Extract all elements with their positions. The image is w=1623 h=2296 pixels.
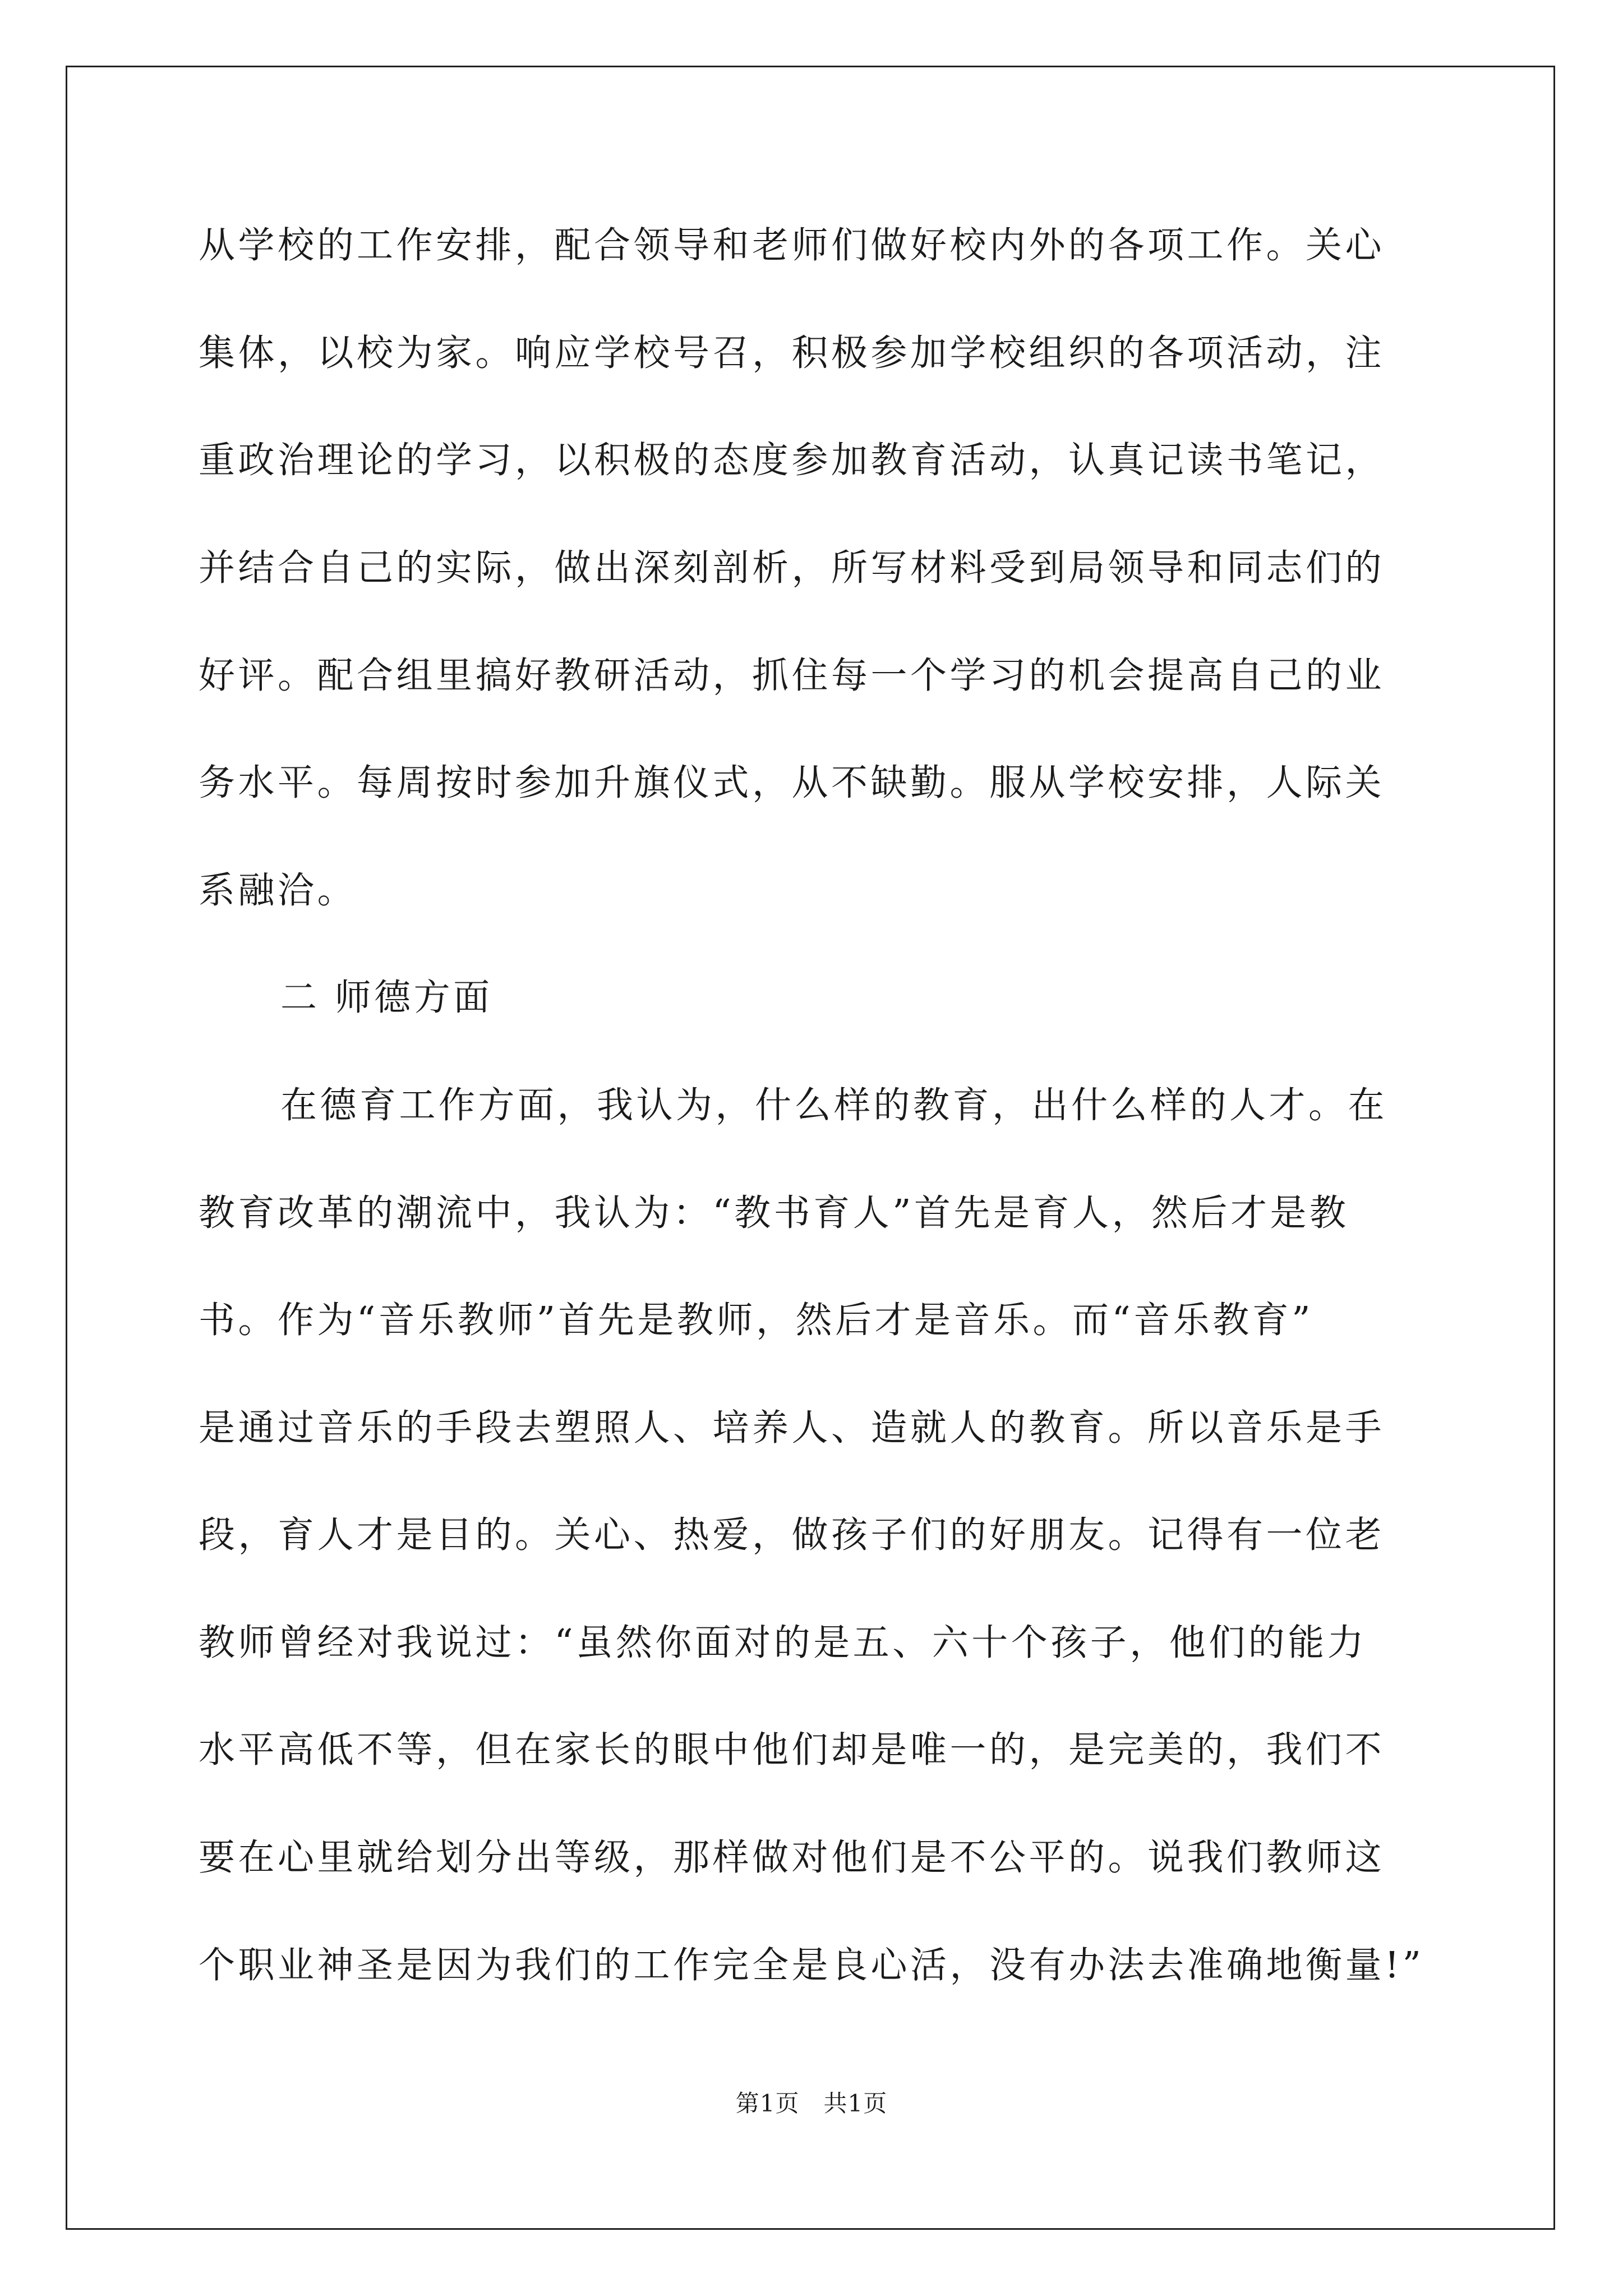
page-border	[66, 66, 1555, 2230]
body-text-line: 个职业神圣是因为我们的工作完全是良心活，没有办法去准确地衡量!”	[199, 1944, 1424, 1986]
body-text-line: 段，育人才是目的。关心、热爱，做孩子们的好朋友。记得有一位老	[199, 1514, 1385, 1556]
body-text-line: 是通过音乐的手段去塑照人、培养人、造就人的教育。所以音乐是手	[199, 1407, 1385, 1449]
section-heading: 二 师德方面	[280, 977, 493, 1019]
body-text-line: 好评。配合组里搞好教研活动，抓住每一个学习的机会提高自己的业	[199, 655, 1385, 697]
body-text-line: 集体，以校为家。响应学校号召，积极参加学校组织的各项活动，注	[199, 332, 1385, 374]
body-text-line: 务水平。每周按时参加升旗仪式，从不缺勤。服从学校安排，人际关	[199, 762, 1385, 804]
body-text-line: 书。作为“音乐教师”首先是教师，然后才是音乐。而“音乐教育”	[199, 1299, 1313, 1341]
body-text-line: 重政治理论的学习，以积极的态度参加教育活动，认真记读书笔记，	[199, 439, 1385, 481]
body-text-line: 教育改革的潮流中，我认为：“教书育人”首先是育人，然后才是教	[199, 1192, 1349, 1234]
body-text-line: 从学校的工作安排，配合领导和老师们做好校内外的各项工作。关心	[199, 224, 1385, 266]
page-number-footer: 第1页 共1页	[735, 2090, 888, 2117]
body-text-line: 教师曾经对我说过：“虽然你面对的是五、六十个孩子，他们的能力	[199, 1622, 1367, 1664]
body-text-line: 在德育工作方面，我认为，什么样的教育，出什么样的人才。在	[280, 1084, 1388, 1126]
body-text-line: 系融洽。	[199, 869, 357, 912]
body-text-line: 水平高低不等，但在家长的眼中他们却是唯一的，是完美的，我们不	[199, 1729, 1385, 1771]
body-text-line: 并结合自己的实际，做出深刻剖析，所写材料受到局领导和同志们的	[199, 547, 1385, 589]
body-text-line: 要在心里就给划分出等级，那样做对他们是不公平的。说我们教师这	[199, 1837, 1385, 1879]
